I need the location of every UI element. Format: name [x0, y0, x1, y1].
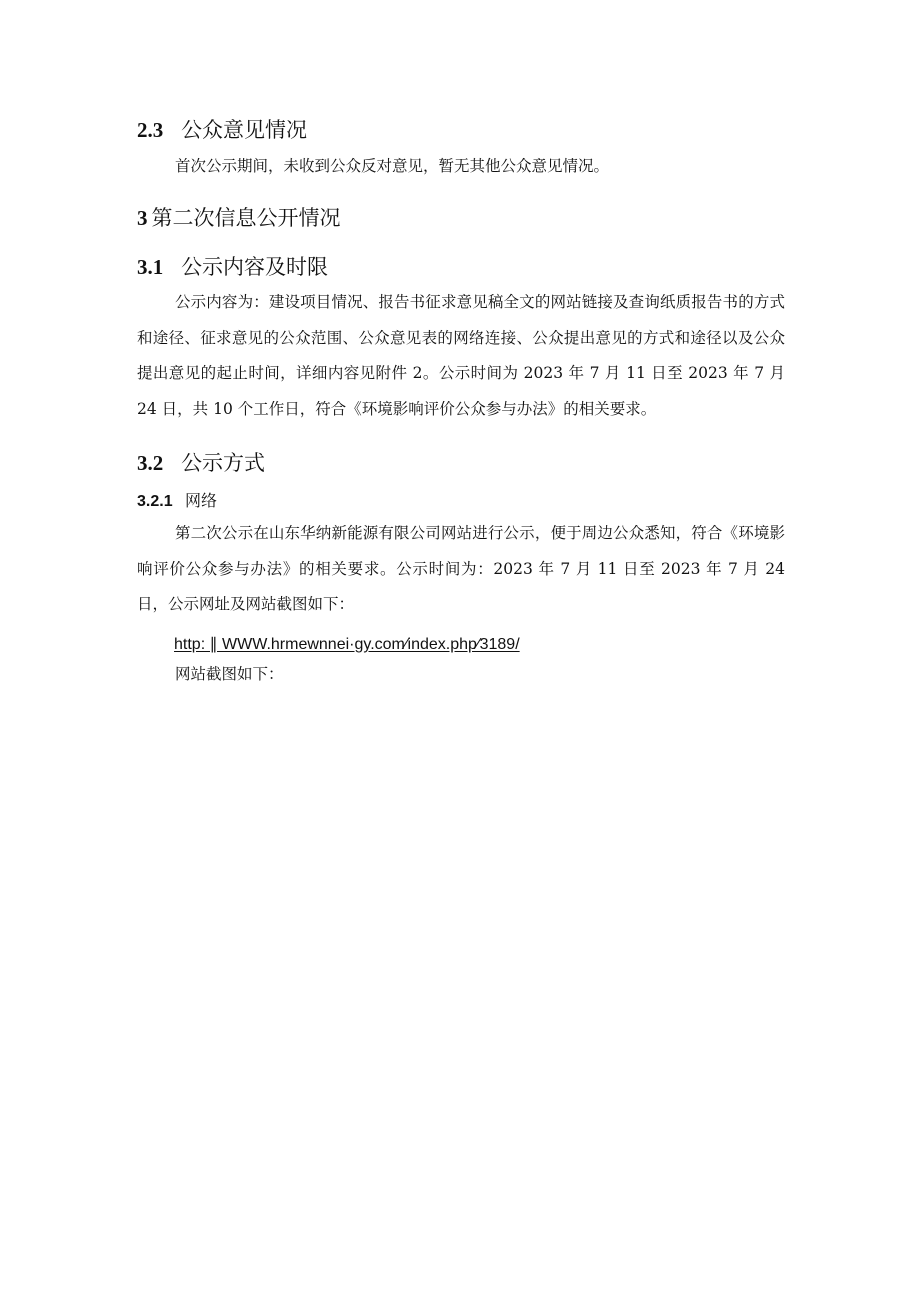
section-number: 3	[137, 206, 148, 230]
section-title: 第二次信息公开情况	[151, 206, 341, 230]
website-url-link[interactable]: http: ∥ WWW.hrmewnnei·gy.com∕index.php∕3189/	[174, 636, 520, 653]
section-title: 网络	[185, 491, 218, 510]
section-number: 3.1	[137, 255, 164, 279]
section-title: 公众意见情况	[181, 118, 307, 142]
paragraph-public-opinion: 首次公示期间，未收到公众反对意见，暂无其他公众意见情况。	[175, 157, 610, 175]
section-heading-3-1	[137, 253, 328, 281]
screenshot-caption: 网站截图如下：	[175, 665, 284, 683]
section-number: 2.3	[137, 118, 164, 142]
section-title: 公示内容及时限	[181, 255, 328, 279]
section-heading-3	[137, 204, 341, 232]
section-title: 公示方式	[181, 451, 265, 475]
paragraph-publicity-content: 公示内容为：建设项目情况、报告书征求意见稿全文的网站链接及查询纸质报告书的方式和途径、征求意见的公众范围、公众意见表的网络连接、公众提出意见的方式和途径以及公众提出意见的起止时间，详细内容见附件 2。公示时间为 2023 年 7 月 11 日至 2023 年 7 月 24 日，共 10 个工作日，符合《环境影响评价公众参与办法》的相关要求。	[137, 293, 785, 418]
section-heading-3-2	[137, 449, 265, 477]
section-heading-3-2-1	[137, 490, 217, 513]
section-heading-2-3	[137, 116, 307, 144]
paragraph-network-publicity: 第二次公示在山东华纳新能源有限公司网站进行公示，便于周边公众悉知，符合《环境影响评价公众参与办法》的相关要求。公示时间为：2023 年 7 月 11 日至 2023 年 7 月 24 日，公示网址及网站截图如下：	[137, 524, 785, 613]
section-number: 3.2	[137, 451, 164, 475]
section-number: 3.2.1	[137, 493, 173, 510]
